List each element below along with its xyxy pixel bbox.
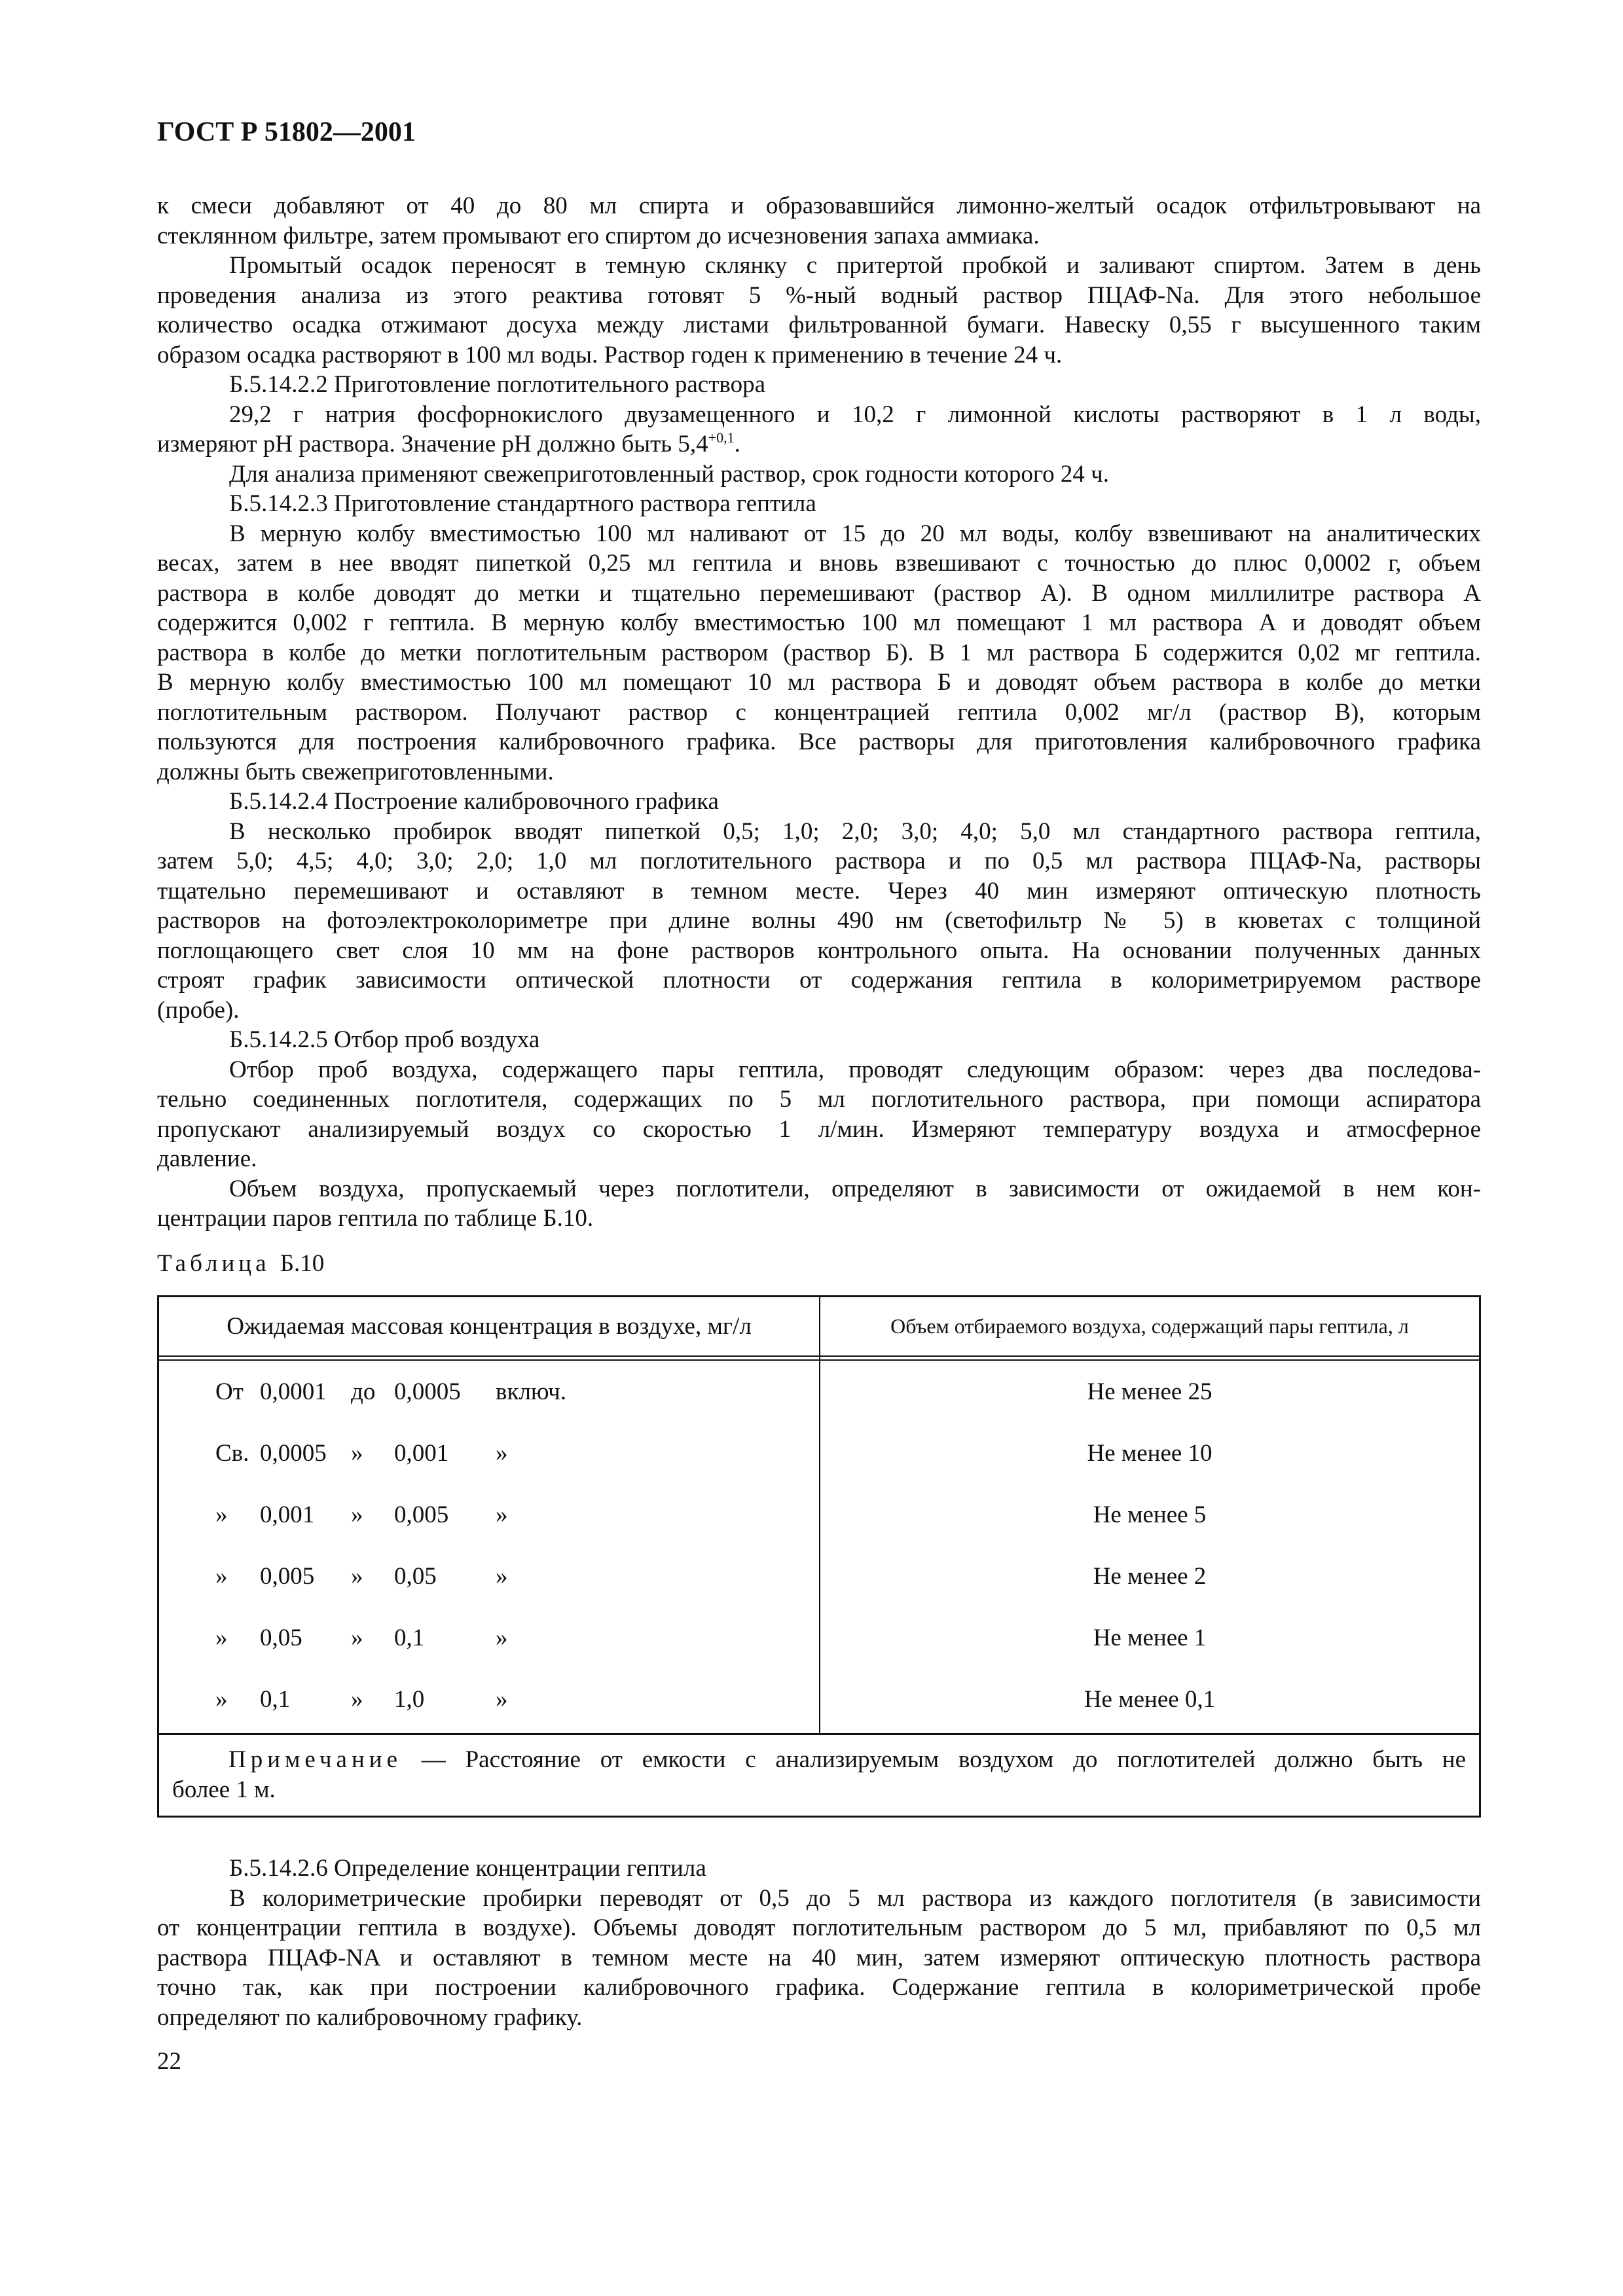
text-line: центрации паров гептила по таблице Б.10.: [157, 1205, 594, 1232]
concentration-cell-part: включ.: [496, 1378, 567, 1405]
concentration-cell-part: »: [351, 1440, 363, 1467]
concentration-cell-part: 0,005: [394, 1501, 449, 1528]
text-line: затем 5,0; 4,5; 4,0; 3,0; 2,0; 1,0 мл поглотительного раствора и по 0,5 мл раствора ПЦАФ-Na, растворы: [157, 848, 1481, 874]
table-caption: [157, 1249, 324, 1278]
text-line: Б.5.14.2.5 Отбор проб воздуха: [229, 1026, 540, 1053]
text-line: Б.5.14.2.4 Построение калибровочного графика: [229, 788, 719, 815]
text-line: образом осадка растворяют в 100 мл воды. Раствор годен к применению в течение 24 ч.: [157, 341, 1063, 368]
table-row: [159, 1425, 1479, 1486]
concentration-cell-part: »: [351, 1501, 363, 1528]
text-line: весах, затем в нее вводят пипеткой 0,25 мл гептила и вновь взвешивают с точностью до плюс 0,0002 г, объем: [157, 550, 1481, 577]
text-line: проведения анализа из этого реактива готовят 5 %-ный водный раствор ПЦАФ-Na. Для этого небольшое: [157, 281, 1481, 309]
text-fragment: измеряют pH раствора. Значение pH должно быть 5,4: [157, 431, 708, 457]
text-line: [157, 429, 1481, 459]
concentration-cell-part: 0,005: [260, 1563, 315, 1590]
table-header-air-volume: Объем отбираемого воздуха, содержащий пары гептила, л: [890, 1314, 1409, 1338]
text-line: раствора ПЦАФ-NA и оставляют в темном месте на 40 мин, затем измеряют оптическую плотность раствора: [157, 1944, 1481, 1971]
text-line: давление.: [157, 1145, 257, 1172]
concentration-cell-part: 0,001: [260, 1501, 315, 1528]
text-line: Б.5.14.2.3 Приготовление стандартного раствора гептила: [229, 490, 816, 517]
concentration-cell-part: »: [496, 1686, 508, 1713]
table-row: [159, 1609, 1479, 1671]
superscript-tolerance: +0,1: [708, 429, 735, 446]
table-row: [159, 1486, 1479, 1548]
text-line: содержится 0,002 г гептила. В мерную колбу вместимостью 100 мл помещают 1 мл раствора А и доводят объем: [157, 609, 1481, 636]
text-line: В несколько пробирок вводят пипеткой 0,5; 1,0; 2,0; 3,0; 4,0; 5,0 мл стандартного раствора гептила,: [229, 817, 1481, 845]
concentration-cell-part: »: [215, 1501, 228, 1528]
text-line: тельно соединенных поглотителя, содержащих по 5 мл поглотительного раствора, при помощи аспиратора: [157, 1086, 1481, 1113]
text-fragment: .: [734, 431, 740, 457]
concentration-cell-part: 0,001: [394, 1440, 449, 1467]
text-line: количество осадка отжимают досуха между листами фильтрованной бумаги. Навеску 0,55 г высушенного таким: [157, 312, 1481, 338]
text-line: Для анализа применяют свежеприготовленный раствор, срок годности которого 24 ч.: [229, 460, 1110, 488]
text-line: к смеси добавляют от 40 до 80 мл спирта и образовавшийся лимонно-желтый осадок отфильтровывают на: [157, 192, 1481, 219]
text-line: раствора в колбе доводят до метки и тщательно перемешивают (раствор А). В одном миллилитре раствора А: [157, 579, 1481, 607]
text-line: 29,2 г натрия фосфорнокислого двузамещенного и 10,2 г лимонной кислоты растворяют в 1 л воды,: [229, 401, 1481, 428]
concentration-cell-part: 0,05: [260, 1624, 302, 1651]
note-label: Примечание: [228, 1746, 402, 1773]
text-line: В мерную колбу вместимостью 100 мл наливают от 15 до 20 мл воды, колбу взвешивают на аналитических: [229, 520, 1481, 547]
concentration-cell-part: 0,0005: [394, 1378, 461, 1405]
concentration-cell-part: 0,0001: [260, 1378, 327, 1405]
table-header-concentration: Ожидаемая массовая концентрация в воздухе, мг/л: [227, 1313, 752, 1340]
text-line: должны быть свежеприготовленными.: [157, 758, 554, 785]
table-caption-number: Б.10: [280, 1250, 325, 1277]
concentration-cell-part: »: [351, 1563, 363, 1590]
table-note: [172, 1745, 1466, 1805]
table-row: [159, 1548, 1479, 1609]
text-line: определяют по калибровочному графику.: [157, 2003, 583, 2031]
air-volume-cell: Не менее 1: [1093, 1624, 1207, 1651]
text-line: поглощающего свет слоя 10 мм на фоне растворов контрольного опыта. На основании полученных данных: [157, 937, 1481, 964]
concentration-cell-part: Св.: [215, 1440, 249, 1467]
concentration-cell-part: »: [215, 1624, 228, 1651]
text-line: Объем воздуха, пропускаемый через поглотители, определяют в зависимости от ожидаемой в нем кон-: [229, 1175, 1481, 1202]
table-body-bottom-rule: [159, 1733, 1479, 1735]
text-line: раствора в колбе до метки поглотительным раствором (раствор Б). В 1 мл раствора Б содержится 0,02 мг гептила.: [157, 639, 1481, 666]
concentration-cell-part: »: [215, 1686, 228, 1713]
air-volume-cell: Не менее 2: [1093, 1563, 1207, 1590]
text-line: тщательно перемешивают и оставляют в темном месте. Через 40 мин измеряют оптическую плотность: [157, 877, 1481, 905]
concentration-cell-part: »: [496, 1624, 508, 1651]
text-line: пропускают анализируемый воздух со скоростью 1 л/мин. Измеряют температуру воздуха и атмосферное: [157, 1115, 1481, 1143]
concentration-cell-part: 1,0: [394, 1686, 425, 1713]
header-double-rule: [159, 1355, 1479, 1361]
note-text-line1: — Расстояние от емкости с анализируемым воздухом до поглотителей должно быть не: [402, 1746, 1466, 1773]
concentration-cell-part: »: [215, 1563, 228, 1590]
concentration-cell-part: 0,05: [394, 1563, 437, 1590]
table-row: [159, 1363, 1479, 1425]
concentration-cell-part: »: [496, 1501, 508, 1528]
table-row: [159, 1671, 1479, 1732]
text-line: растворов на фотоэлектроколориметре при длине волны 490 нм (светофильтр № 5) в кюветах с толщиной: [157, 907, 1481, 934]
note-text-line2: более 1 м.: [172, 1776, 276, 1803]
air-volume-cell: Не менее 0,1: [1084, 1686, 1216, 1713]
concentration-cell-part: 0,1: [394, 1624, 425, 1651]
text-line: (пробе).: [157, 996, 240, 1024]
text-line: поглотительным раствором. Получают раствор с концентрацией гептила 0,002 мг/л (раствор В), которым: [157, 698, 1481, 726]
text-line: пользуются для построения калибровочного графика. Все растворы для приготовления калибровочного графика: [157, 728, 1481, 755]
table-b10: [157, 1295, 1481, 1818]
text-line: Б.5.14.2.6 Определение концентрации гептила: [229, 1855, 706, 1882]
air-volume-cell: Не менее 25: [1087, 1378, 1213, 1405]
text-line: стеклянном фильтре, затем промывают его спиртом до исчезновения запаха аммиака.: [157, 222, 1040, 249]
concentration-cell-part: От: [215, 1378, 244, 1405]
concentration-cell-part: 0,1: [260, 1686, 291, 1713]
body-text-top: [157, 191, 1481, 1234]
concentration-cell-part: »: [496, 1440, 508, 1467]
text-line: строят график зависимости оптической плотности от содержания гептила в колориметрируемом растворе: [157, 967, 1481, 994]
body-text-bottom: [157, 1854, 1481, 2032]
text-line: В мерную колбу вместимостью 100 мл помещают 10 мл раствора Б и доводят объем раствора в колбе до метки: [157, 669, 1481, 696]
table-caption-word: Таблица: [157, 1250, 270, 1277]
document-header: ГОСТ Р 51802—2001: [157, 117, 416, 147]
text-line: В колориметрические пробирки переводят от 0,5 до 5 мл раствора из каждого поглотителя (в зависимости: [229, 1884, 1481, 1912]
concentration-cell-part: »: [496, 1563, 508, 1590]
text-line: Отбор проб воздуха, содержащего пары гептила, проводят следующим образом: через два последова-: [229, 1056, 1481, 1083]
concentration-cell-part: »: [351, 1624, 363, 1651]
text-line: Б.5.14.2.2 Приготовление поглотительного раствора: [229, 371, 766, 398]
page-number: 22: [157, 2048, 181, 2075]
air-volume-cell: Не менее 5: [1093, 1501, 1207, 1528]
text-line: от концентрации гептила в воздухе). Объемы доводят поглотительным раствором до 5 мл, прибавляют по 0,5 мл: [157, 1914, 1481, 1941]
concentration-cell-part: 0,0005: [260, 1440, 327, 1467]
text-line: Промытый осадок переносят в темную склянку с притертой пробкой и заливают спиртом. Затем в день: [229, 252, 1481, 279]
concentration-cell-part: »: [351, 1686, 363, 1713]
text-line: точно так, как при построении калибровочного графика. Содержание гептила в колориметрической пробе: [157, 1974, 1481, 2001]
concentration-cell-part: до: [351, 1378, 376, 1405]
air-volume-cell: Не менее 10: [1087, 1440, 1213, 1467]
